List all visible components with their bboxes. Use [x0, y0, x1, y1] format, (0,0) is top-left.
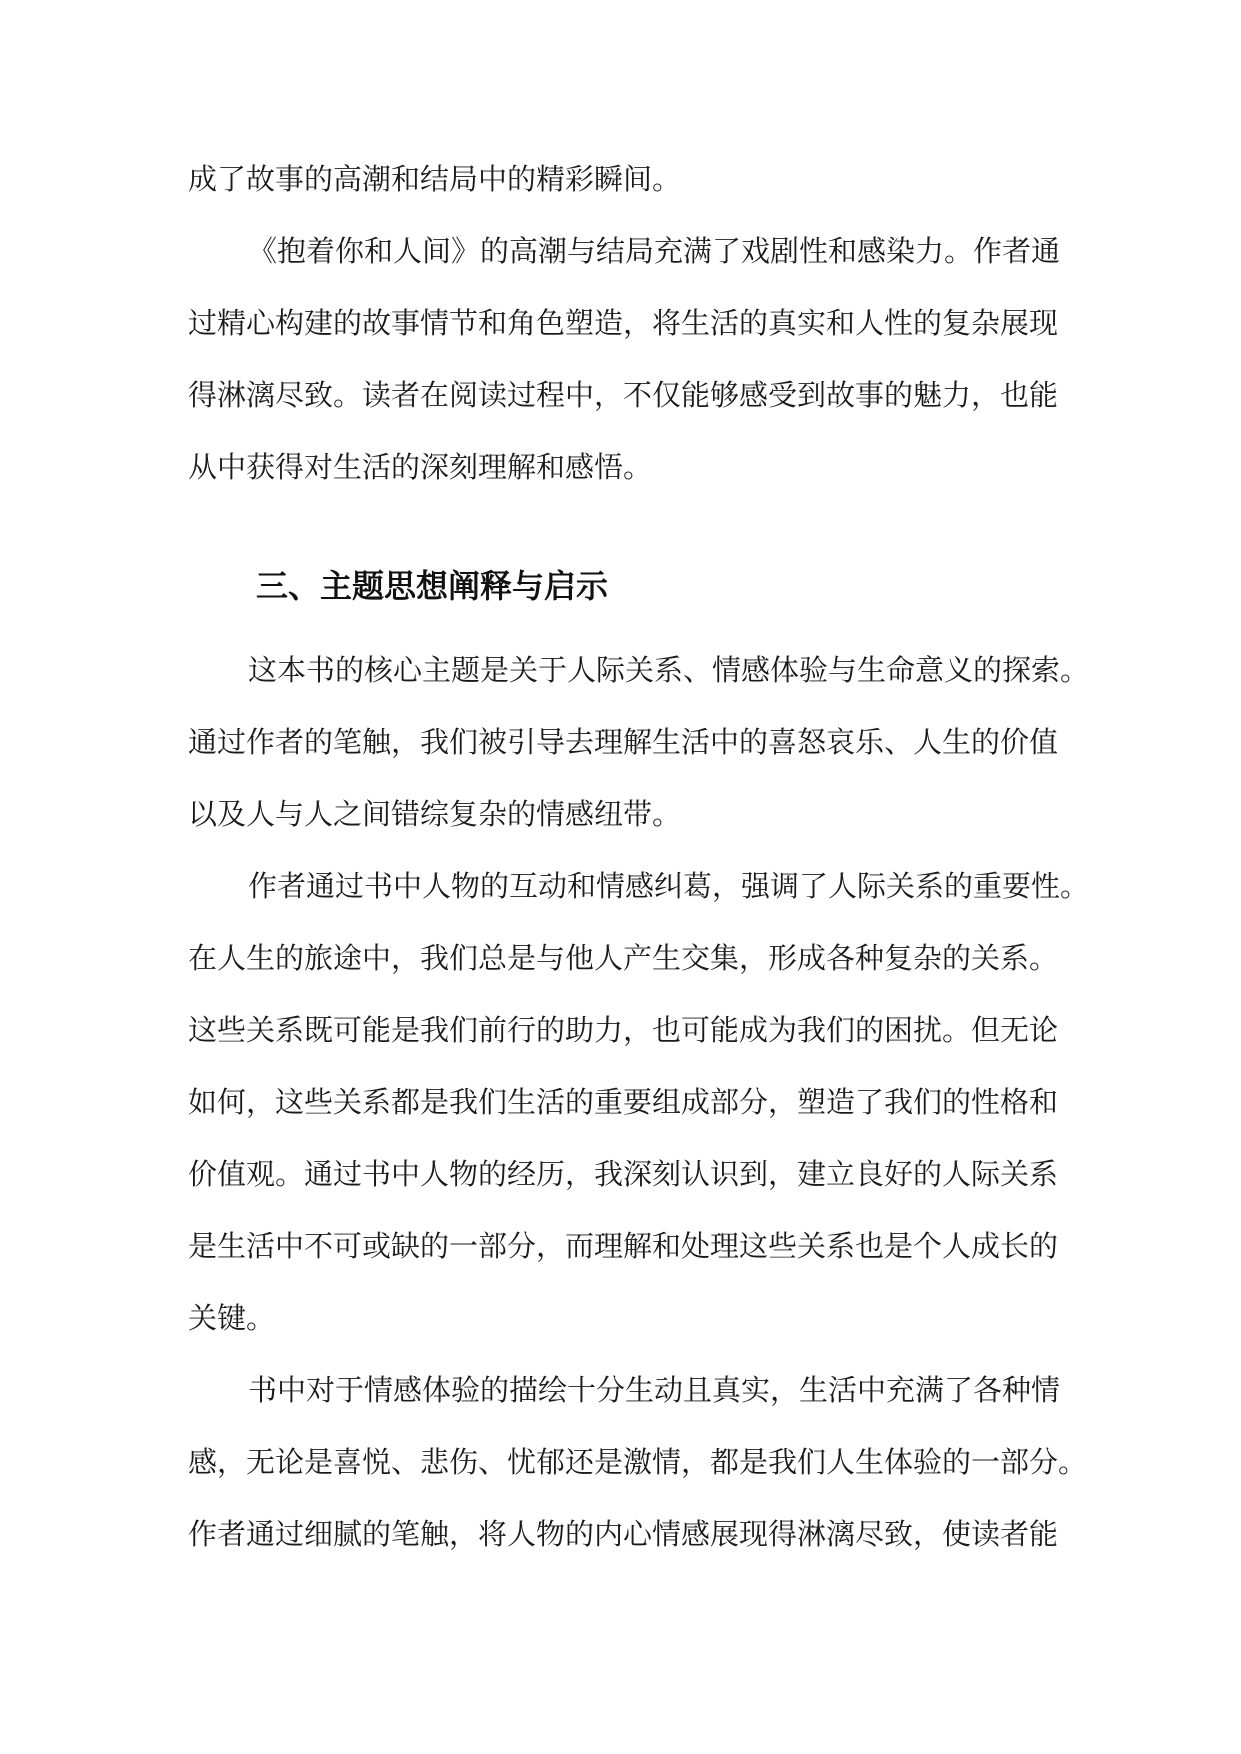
text-line: 这些关系既可能是我们前行的助力，也可能成为我们的困扰。但无论: [188, 1013, 1059, 1047]
text-line: 如何，这些关系都是我们生活的重要组成部分，塑造了我们的性格和: [188, 1085, 1059, 1119]
text-line: 得淋漓尽致。读者在阅读过程中，不仅能够感受到故事的魅力，也能: [188, 378, 1059, 412]
text-line: 作者通过细腻的笔触，将人物的内心情感展现得淋漓尽致，使读者能: [188, 1517, 1059, 1551]
text-line: 这本书的核心主题是关于人际关系、情感体验与生命意义的探索。: [248, 653, 1090, 687]
text-line: 过精心构建的故事情节和角色塑造，将生活的真实和人性的复杂展现: [188, 306, 1059, 340]
text-line: 成了故事的高潮和结局中的精彩瞬间。: [188, 162, 682, 196]
text-line: 通过作者的笔触，我们被引导去理解生活中的喜怒哀乐、人生的价值: [188, 725, 1059, 759]
text-line: 以及人与人之间错综复杂的情感纽带。: [188, 797, 682, 831]
text-line: 感，无论是喜悦、悲伤、忧郁还是激情，都是我们人生体验的一部分。: [188, 1445, 1088, 1479]
text-line: 从中获得对生活的深刻理解和感悟。: [188, 450, 653, 484]
text-line: 在人生的旅途中，我们总是与他人产生交集，形成各种复杂的关系。: [188, 941, 1059, 975]
text-line: 书中对于情感体验的描绘十分生动且真实，生活中充满了各种情: [248, 1373, 1061, 1407]
text-line: 关键。: [188, 1301, 276, 1335]
text-line: 价值观。通过书中人物的经历，我深刻认识到，建立良好的人际关系: [188, 1157, 1059, 1191]
text-line: 《抱着你和人间》的高潮与结局充满了戏剧性和感染力。作者通: [248, 234, 1061, 268]
section-heading: 三、主题思想阐释与启示: [256, 567, 609, 605]
text-line: 是生活中不可或缺的一部分，而理解和处理这些关系也是个人成长的: [188, 1229, 1059, 1263]
text-line: 作者通过书中人物的互动和情感纠葛，强调了人际关系的重要性。: [248, 869, 1090, 903]
